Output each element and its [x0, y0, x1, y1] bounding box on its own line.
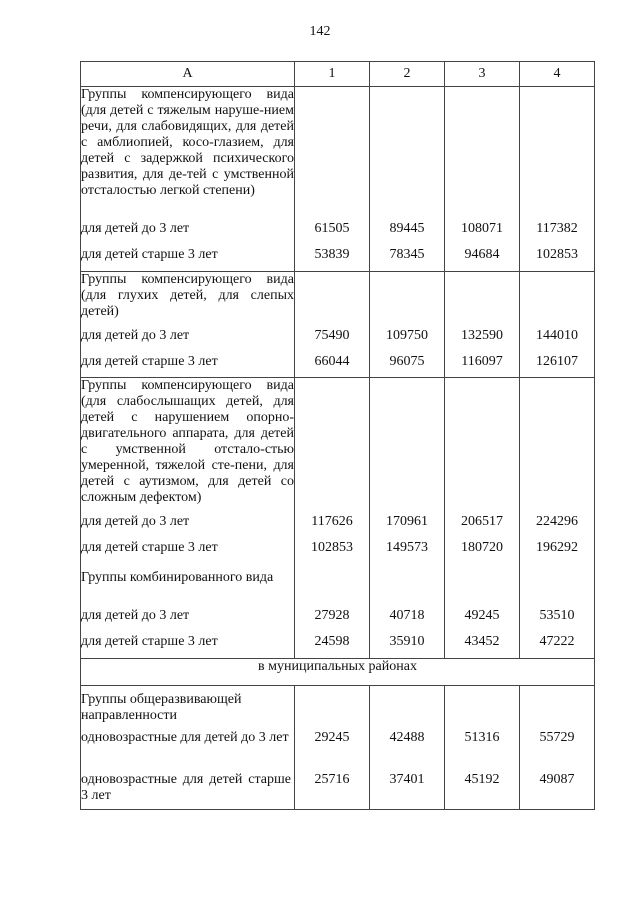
row-label: для детей старше 3 лет: [81, 540, 295, 565]
cell-value: 78345: [370, 247, 445, 271]
row-label: для детей старше 3 лет: [81, 354, 295, 378]
cell-value: 206517: [445, 514, 520, 540]
cell-value: 61505: [295, 221, 370, 247]
cell-value: 144010: [520, 328, 595, 354]
row-label: для детей до 3 лет: [81, 608, 295, 634]
cell-value: 55729: [520, 730, 595, 772]
section-heading: в муниципальных районах: [81, 658, 595, 685]
column-header-4: 4: [520, 62, 595, 87]
cell-value: 75490: [295, 328, 370, 354]
cell-value: 25716: [295, 772, 370, 810]
row-label: для детей старше 3 лет: [81, 634, 295, 658]
cell-value: 102853: [520, 247, 595, 271]
cell-value: 24598: [295, 634, 370, 658]
group-title-row: [81, 87, 595, 222]
cell-value: 53510: [520, 608, 595, 634]
group-title: Группы компенсирующего вида (для детей с тяжелым наруше-нием речи, для слабовидящих, для детей с амблиопией, косо-глазием, для детей с задержкой психического развития, для де-тей с умственной отсталостью легкой степени): [81, 87, 295, 222]
cell-value: 45192: [445, 772, 520, 810]
cell-value: 96075: [370, 354, 445, 378]
table-row: [81, 730, 595, 772]
table-row: [81, 540, 595, 565]
cell-value: 117626: [295, 514, 370, 540]
cell-value: 132590: [445, 328, 520, 354]
table-row: [81, 634, 595, 658]
row-label: для детей до 3 лет: [81, 514, 295, 540]
cell-value: 35910: [370, 634, 445, 658]
cell-value: 27928: [295, 608, 370, 634]
section-heading-row: [81, 658, 595, 685]
cell-value: 109750: [370, 328, 445, 354]
cell-value: 37401: [370, 772, 445, 810]
table-header-row: [81, 62, 595, 87]
table-row: [81, 221, 595, 247]
row-label: для детей до 3 лет: [81, 328, 295, 354]
cell-value: 108071: [445, 221, 520, 247]
cell-value: 94684: [445, 247, 520, 271]
tariff-table: [80, 61, 595, 810]
group-title-row: [81, 271, 595, 328]
cell-value: 47222: [520, 634, 595, 658]
table-row: [81, 772, 595, 810]
column-header-a: А: [81, 62, 295, 87]
table-row: [81, 328, 595, 354]
cell-value: 102853: [295, 540, 370, 565]
cell-value: 170961: [370, 514, 445, 540]
row-label: одновозрастные для детей старше 3 лет: [81, 772, 295, 810]
group-title: Группы компенсирующего вида (для слабослышащих детей, для детей с нарушением опорно-двигательного аппарата, для детей с умственной отстало-стью умеренной, тяжелой сте-пени, для детей с аутизмом, для детей со сложным дефектом): [81, 378, 295, 515]
table-row: [81, 354, 595, 378]
cell-value: 49245: [445, 608, 520, 634]
group-title: Группы общеразвивающей направленности: [81, 685, 295, 730]
group-title-row: [81, 685, 595, 730]
column-header-1: 1: [295, 62, 370, 87]
cell-value: 196292: [520, 540, 595, 565]
cell-value: 40718: [370, 608, 445, 634]
table-row: [81, 247, 595, 271]
column-header-3: 3: [445, 62, 520, 87]
table-row: [81, 514, 595, 540]
column-header-2: 2: [370, 62, 445, 87]
row-label: для детей старше 3 лет: [81, 247, 295, 271]
cell-value: 43452: [445, 634, 520, 658]
cell-value: 116097: [445, 354, 520, 378]
cell-value: 49087: [520, 772, 595, 810]
row-label: для детей до 3 лет: [81, 221, 295, 247]
group-title: Группы комбинированного вида: [81, 565, 295, 608]
table-row: [81, 608, 595, 634]
group-title-row: [81, 565, 595, 608]
cell-value: 117382: [520, 221, 595, 247]
cell-value: 89445: [370, 221, 445, 247]
cell-value: 29245: [295, 730, 370, 772]
cell-value: 53839: [295, 247, 370, 271]
page-number: 142: [309, 24, 331, 39]
cell-value: 149573: [370, 540, 445, 565]
cell-value: 180720: [445, 540, 520, 565]
row-label: одновозрастные для детей до 3 лет: [81, 730, 295, 772]
cell-value: 42488: [370, 730, 445, 772]
cell-value: 66044: [295, 354, 370, 378]
cell-value: 51316: [445, 730, 520, 772]
cell-value: 126107: [520, 354, 595, 378]
group-title: Группы компенсирующего вида (для глухих детей, для слепых детей): [81, 271, 295, 328]
group-title-row: [81, 378, 595, 515]
cell-value: 224296: [520, 514, 595, 540]
